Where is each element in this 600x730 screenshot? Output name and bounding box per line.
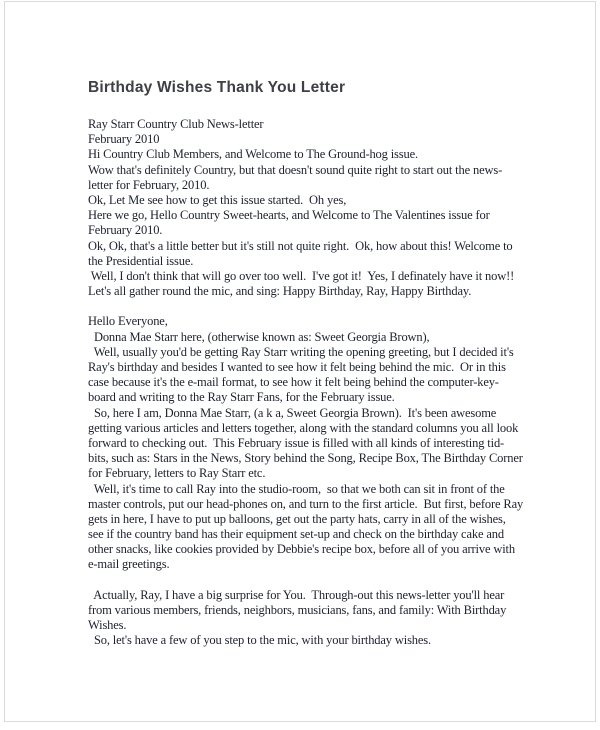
text-line: Let's all gather round the mic, and sing: Happy Birthday, Ray, Happy Birthday. (88, 284, 472, 299)
text-line: board and writing to the Ray Starr Fans, for the February issue. (88, 390, 395, 405)
text-line: Ray Starr Country Club News-letter (88, 117, 264, 131)
text-line (88, 573, 558, 588)
text-line: Hello Everyone, (88, 314, 168, 329)
text-line: February 2010. (88, 223, 163, 238)
text-line: other snacks, like cookies provided by Debbie's recipe box, before all of you arrive with (88, 542, 515, 557)
text-line: letter for February, 2010. (88, 177, 210, 192)
text-line: Ray's birthday and besides I wanted to see how it felt being behind the mic. Or in this (88, 360, 506, 374)
text-line: e-mail greetings. (88, 557, 170, 572)
text-line: for February, letters to Ray Starr etc. (88, 466, 266, 481)
text-line: from various members, friends, neighbors, musicians, fans, and family: With Birthday (88, 603, 507, 617)
text-line: Here we go, Hello Country Sweet-hearts, and Welcome to The Valentines issue for (88, 208, 490, 223)
text-line (88, 299, 558, 314)
text-line: Wow that's definitely Country, but that doesn't sound quite right to start out the news- (88, 162, 503, 177)
text-line: Ok, Ok, that's a little better but it's still not quite right. Ok, how about this! Welcome to (88, 238, 513, 253)
text-line: the Presidential issue. (88, 253, 194, 268)
text-line: Well, usually you'd be getting Ray Starr writing the opening greeting, but I decided it's (88, 344, 514, 359)
text-line: Well, it's time to call Ray into the studio-room, so that we both can sit in front of the (88, 481, 505, 496)
text-line: getting various articles and letters together, along with the standard columns you all look (88, 420, 519, 435)
text-line: So, let's have a few of you step to the mic, with your birthday wishes. (88, 633, 431, 648)
document-body-lines (88, 117, 558, 649)
text-line: So, here I am, Donna Mae Starr, (a k a, Sweet Georgia Brown). It's been awesome (88, 405, 497, 420)
document-content (88, 78, 558, 649)
text-line: bits, such as: Stars in the News, Story behind the Song, Recipe Box, The Birthday Corner (88, 451, 523, 466)
text-line: case because it's the e-mail format, to see how it felt being behind the computer-key- (88, 375, 499, 390)
text-line: Donna Mae Starr here, (otherwise known as: Sweet Georgia Brown), (88, 329, 430, 344)
text-line: see if the country band has their equipment set-up and check on the birthday cake and (88, 527, 504, 542)
text-line: forward to checking out. This February issue is filled with all kinds of interesting tid- (88, 435, 505, 450)
text-line: Well, I don't think that will go over too well. I've got it! Yes, I definately have it now!! (88, 268, 515, 283)
text-line: Actually, Ray, I have a big surprise for You. Through-out this news-letter you'll hear (88, 587, 505, 602)
text-line: Wishes. (88, 618, 127, 633)
text-line: Ok, Let Me see how to get this issue started. Oh yes, (88, 192, 347, 207)
text-line: master controls, put our head-phones on, and turn to the first article. But first, before Ray (88, 496, 524, 511)
document-title: Birthday Wishes Thank You Letter (88, 79, 346, 96)
text-line: February 2010 (88, 132, 160, 147)
text-line: Hi Country Club Members, and Welcome to The Ground-hog issue. (88, 147, 418, 162)
text-line: gets in here, I have to put up balloons, get out the party hats, carry in all of the wishes, (88, 511, 506, 526)
